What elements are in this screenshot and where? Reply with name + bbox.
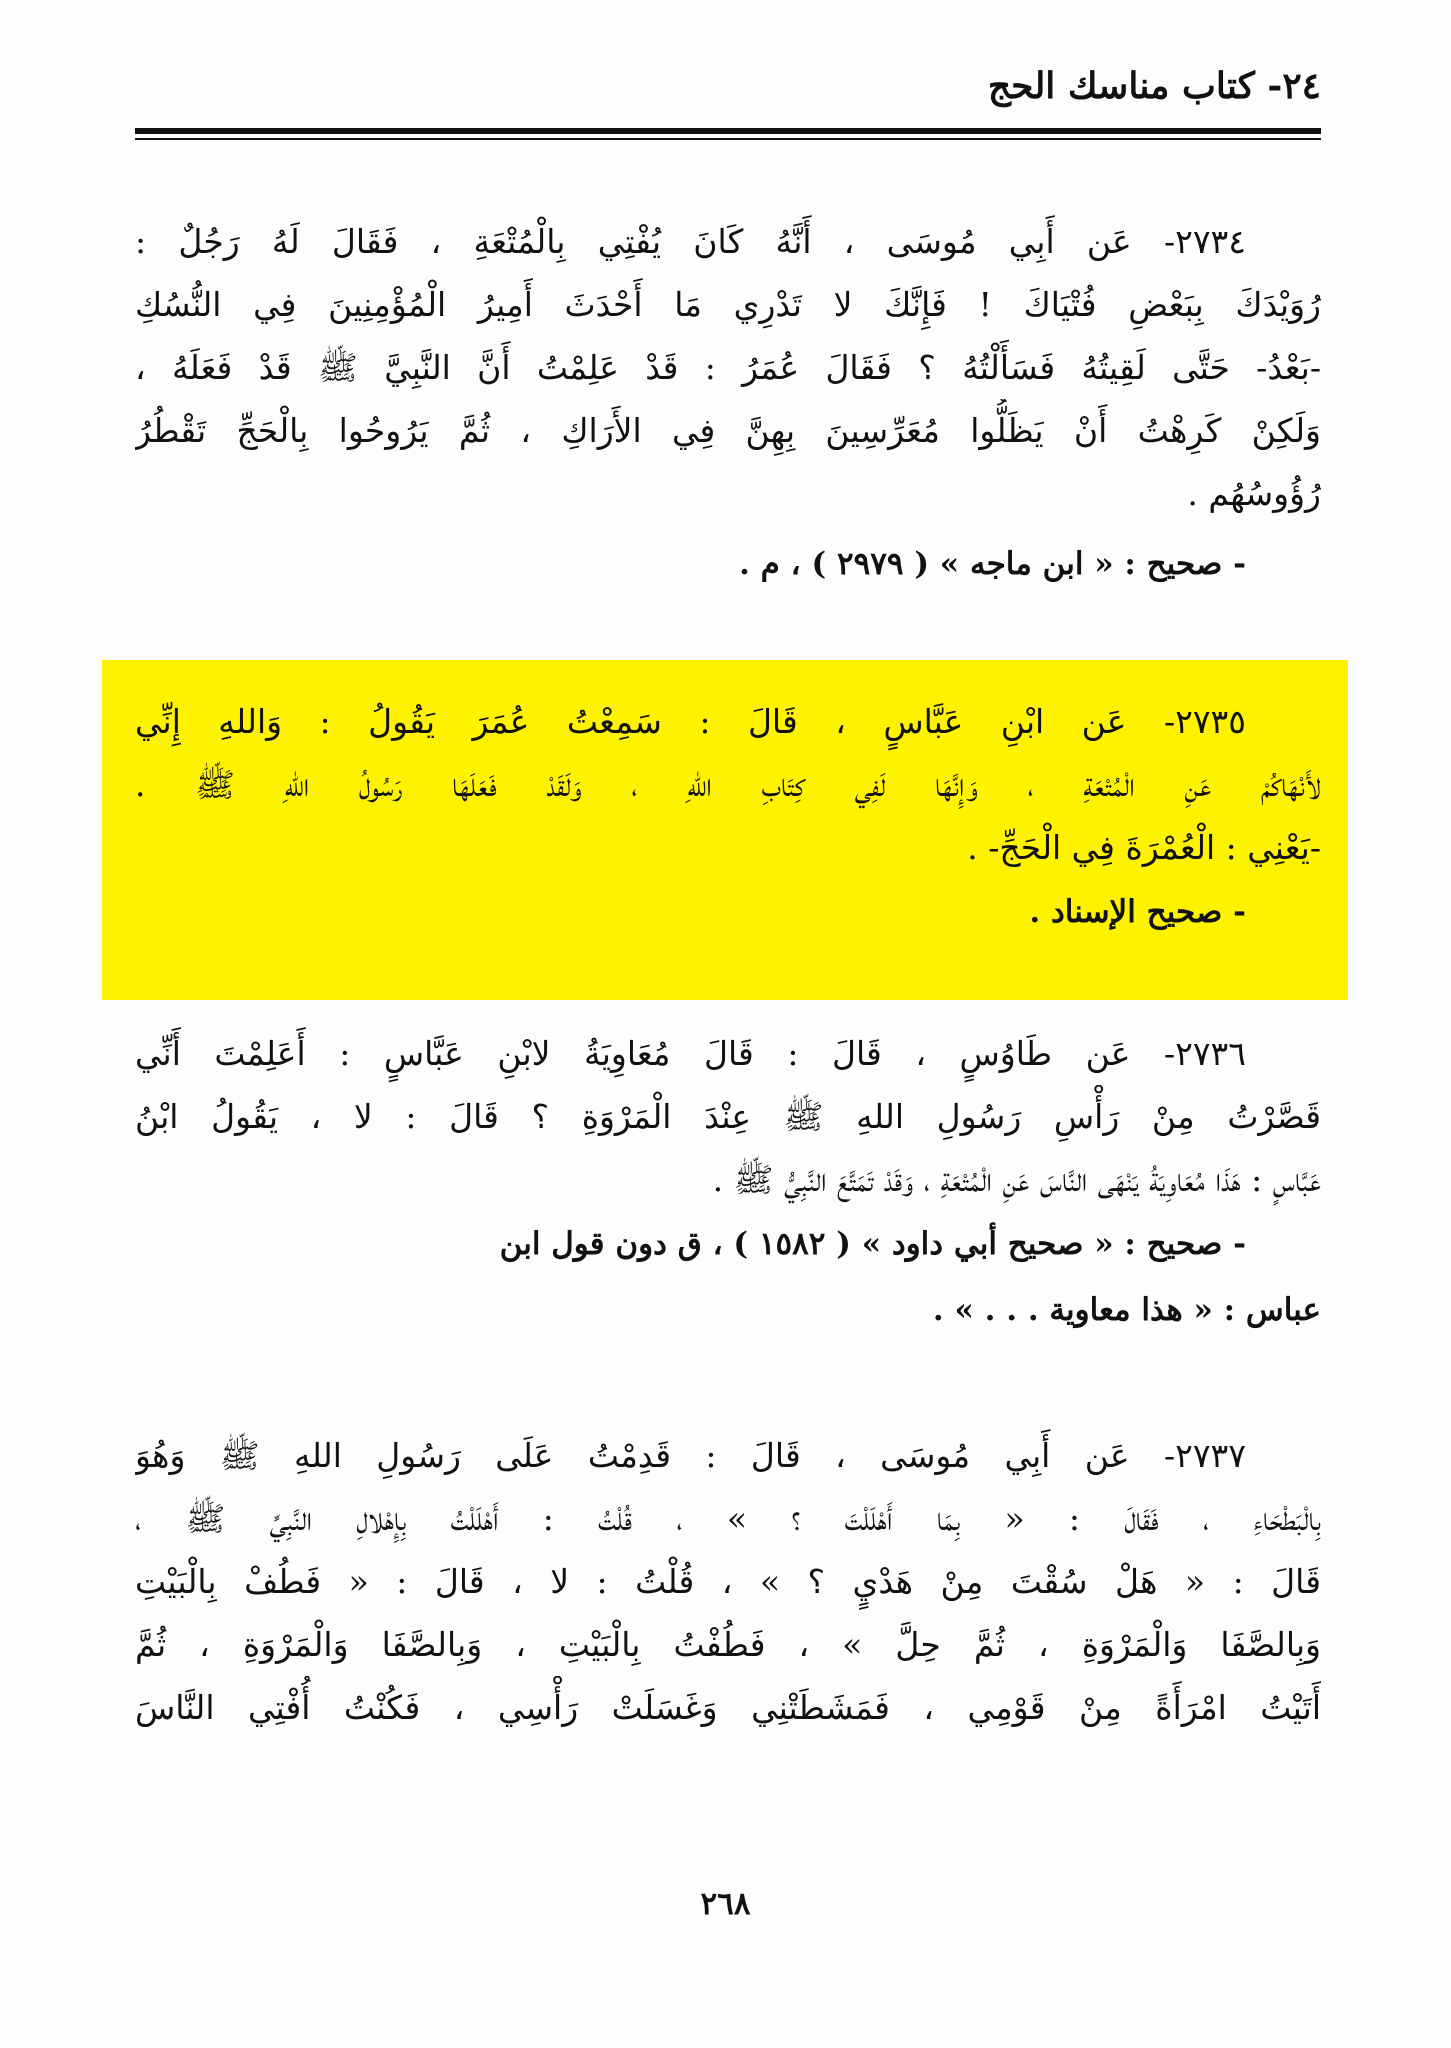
hadith-line: ٢٧٣٥- عَن ابْنِ عَبَّاسٍ ، قَالَ : سَمِعْتُ عُمَرَ يَقُولُ : وَاللهِ إِنِّي [135,702,1246,741]
hadith-2737 [135,1424,1321,1739]
hadith-line: قَالَ : « هَلْ سُقْتَ مِنْ هَدْيٍ ؟ » ، قُلْتُ : لا ، قَالَ : « فَطُفْ بِالْبَيْتِ [135,1562,1321,1601]
hadith-grade: - صحيح : « ابن ماجه » ( ٢٩٧٩ ) ، م . [739,546,1246,582]
hadith-line: -بَعْدُ- حَتَّى لَقِيتُهُ فَسَأَلْتُهُ ؟ فَقَالَ عُمَرُ : قَدْ عَلِمْتُ أَنَّ النَّبِيَّ ﷺ قَدْ فَعَلَهُ ، [135,348,1321,387]
hadith-2734 [135,210,1321,597]
hadith-line: بِالْبَطْحَاءِ ، فَقَالَ : « بِمَا أَهْلَلْتَ ؟ » ، قُلْتُ : أَهْلَلْتُ بِإِهْلالِ النَّبِيِّ ﷺ ، [135,1499,1321,1538]
hadith-2735 [135,690,1321,945]
hadith-grade: - صحيح الإسناد . [1029,894,1246,930]
hadith-line: -يَعْنِي : الْعُمْرَةَ فِي الْحَجِّ- . [967,828,1321,867]
hadith-line: ٢٧٣٧- عَن أَبِي مُوسَى ، قَالَ : قَدِمْتُ عَلَى رَسُولِ اللهِ ﷺ وَهُوَ [135,1436,1246,1475]
hadith-grade: - صحيح : « صحيح أبي داود » ( ١٥٨٢ ) ، ق دون قول ابن [499,1226,1246,1262]
hadith-line: رُوَيْدَكَ بِبَعْضِ فُتْيَاكَ ! فَإِنَّكَ لا تَدْرِي مَا أَحْدَثَ أَمِيرُ الْمُؤْمِنِينَ فِي النُّسُكِ [135,285,1321,324]
hadith-line: أَتَيْتُ امْرَأَةً مِنْ قَوْمِي ، فَمَشَطَتْنِي وَغَسَلَتْ رَأْسِي ، فَكُنْتُ أُفْتِي النَّاسَ [135,1688,1321,1727]
hadith-line: عَبَّاسٍ : هَذَا مُعَاوِيَةُ يَنْهَى النَّاسَ عَنِ الْمُتْعَةِ ، وَقَدْ تَمَتَّعَ النَّبِيُّ ﷺ . [712,1160,1321,1199]
hadith-line: وَلَكِنْ كَرِهْتُ أَنْ يَظَلُّوا مُعَرِّسِينَ بِهِنَّ فِي الأَرَاكِ ، ثُمَّ يَرُوحُوا بِالْحَجِّ تَقْطُرُ [135,411,1321,450]
hadith-grade-continued: عباس : « هذا معاوية . . . » . [932,1292,1321,1328]
hadith-2736 [135,1022,1321,1343]
hadith-line: ٢٧٣٦- عَن طَاوُسٍ ، قَالَ : قَالَ مُعَاوِيَةُ لابْنِ عَبَّاسٍ : أَعَلِمْتَ أَنِّي [135,1034,1246,1073]
header-rule [135,128,1321,134]
hadith-line: ٢٧٣٤- عَن أَبِي مُوسَى ، أَنَّهُ كَانَ يُفْتِي بِالْمُتْعَةِ ، فَقَالَ لَهُ رَجُلٌ : [135,222,1246,261]
hadith-line: قَصَّرْتُ مِنْ رَأْسِ رَسُولِ اللهِ ﷺ عِنْدَ الْمَرْوَةِ ؟ قَالَ : لا ، يَقُولُ ابْنُ [135,1097,1321,1136]
header-rule-thin [135,138,1321,140]
hadith-line: وَبِالصَّفَا وَالْمَرْوَةِ ، ثُمَّ حِلَّ » ، فَطُفْتُ بِالْبَيْتِ ، وَبِالصَّفَا وَالْمَرْوَةِ ، ثُمَّ [135,1625,1321,1664]
chapter-title: ٢٤- كتاب مناسك الحج [987,65,1321,107]
hadith-line: لأَنْهَاكُمْ عَنِ الْمُتْعَةِ ، وَإِنَّهَا لَفِي كِتَابِ اللهِ ، وَلَقَدْ فَعَلَهَا رَسُولُ اللهِ ﷺ . [135,765,1321,804]
hadith-line: رُؤُوسُهُم . [1187,474,1321,513]
page-number: ٢٦٨ [700,1886,751,1922]
